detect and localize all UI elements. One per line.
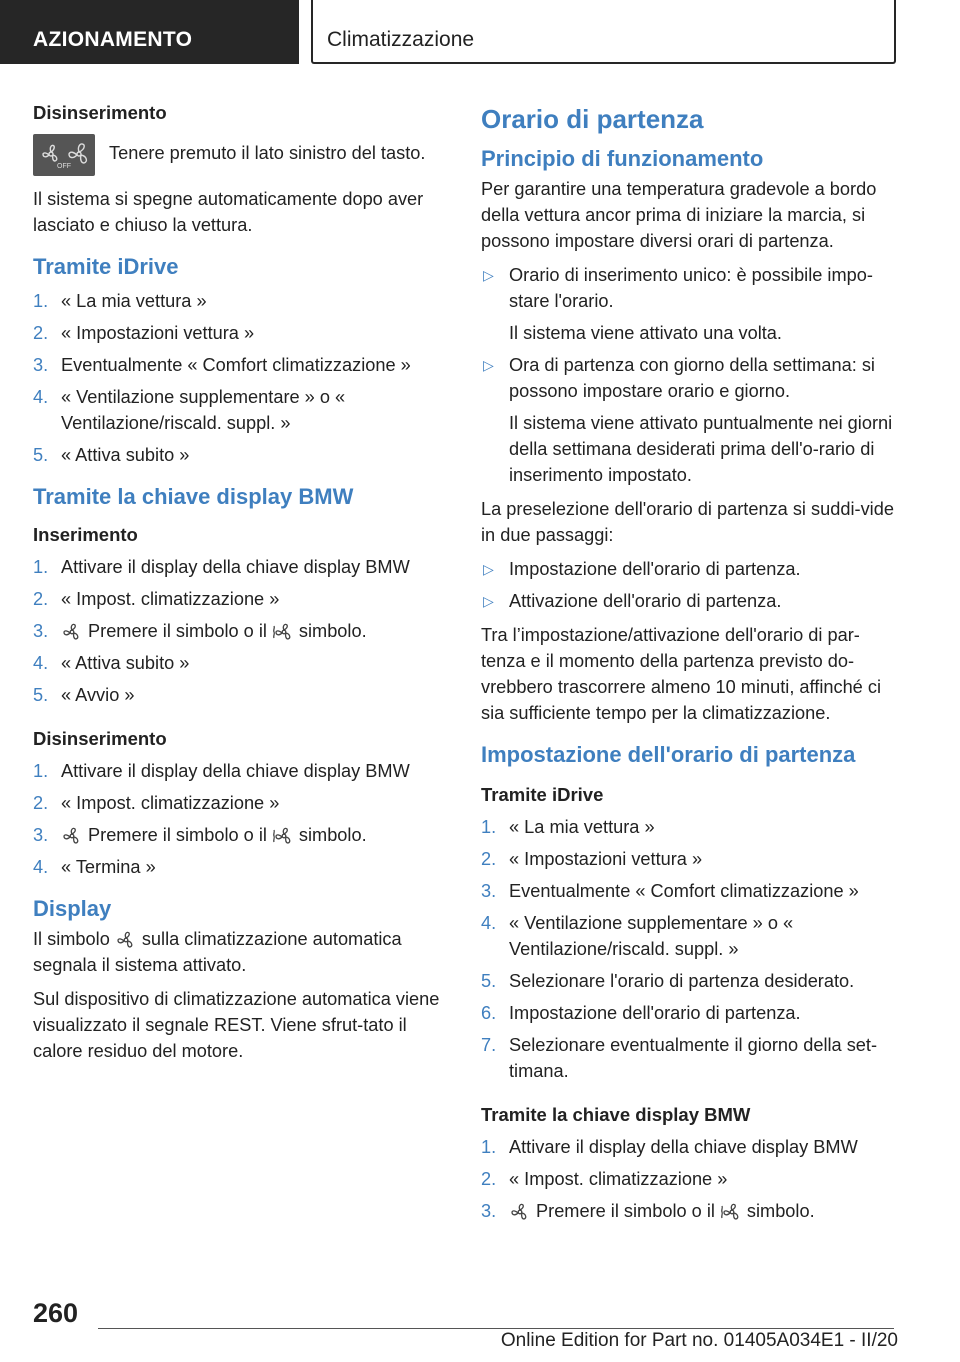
list-item: 4. « Termina » [33, 857, 156, 877]
list-item: 3. Eventualmente « Comfort climatizzazione » [33, 355, 411, 375]
principle-heading: Principio di funzionamento [481, 146, 764, 171]
on-steps [33, 554, 443, 708]
off2-steps [33, 758, 443, 880]
list-item: 2. « Impost. climatizzazione » [33, 793, 280, 813]
fan-icon [509, 1202, 531, 1222]
off2-heading: Disinserimento [33, 728, 167, 749]
fan-icon [61, 622, 83, 642]
display-text: Il simbolo sulla climatizzazione automatica segnala il sistema attivato. [33, 929, 402, 975]
list-item: 3. Premere il simbolo o il simbolo. [33, 825, 367, 845]
list-item: ▷ Attivazione dell'orario di partenza. [483, 591, 782, 611]
idrive-steps [33, 288, 443, 468]
list-item: 3. Eventualmente « Comfort climatizzazione » [481, 881, 859, 901]
fan-heat-icon [272, 826, 294, 846]
list-item: 5. « Avvio » [33, 685, 135, 705]
fan-heat-icon [720, 1202, 742, 1222]
list-item: 1. Attivare il display della chiave display BMW [33, 557, 410, 577]
list-item: ▷ Impostazione dell'orario di partenza. [483, 559, 801, 579]
right-key-steps [481, 1134, 896, 1224]
list-item: 1. Attivare il display della chiave display BMW [33, 761, 410, 781]
key-heading: Tramite la chiave display BMW [33, 484, 354, 509]
list-item: 1. « La mia vettura » [481, 817, 655, 837]
fan-heat-icon [272, 622, 294, 642]
left-column [33, 100, 443, 1072]
list-item: ▷ Orario di inserimento unico: è possibile impo-stare l'orario. Il sistema viene attivato una volta. [483, 265, 873, 343]
departure-title: Orario di partenza [481, 104, 704, 134]
svg-text:OFF: OFF [57, 163, 71, 170]
edition-text: Online Edition for Part no. 01405A034E1 - II/20 [500, 1330, 898, 1351]
list-item: 4. « Ventilazione supplementare » o « Ventilazione/riscald. suppl. » [33, 387, 346, 433]
key-subheading: Tramite la chiave display BMW [481, 1104, 751, 1125]
list-item: ▷ Ora di partenza con giorno della settimana: si possono impostare orario e giorno. Il sistema viene attivato puntualmente nei giorni della settimana desiderati prima dell'o-rario di inserimento impostato. [483, 355, 893, 485]
list-item: 4. « Attiva subito » [33, 653, 190, 673]
list-item: 7. Selezionare eventualmente il giorno della set-timana. [481, 1035, 878, 1081]
fan-icon [115, 930, 137, 950]
principle-text: Per garantire una temperatura gradevole a bordo della vettura ancor prima di iniziare la marcia, si possono impostare diversi orari di partenza. [481, 179, 877, 251]
idrive-subheading: Tramite iDrive [481, 784, 604, 805]
mode-bullets [481, 262, 896, 488]
between-text: Tra l’impostazione/attivazione dell'orario di par-tenza e il momento della partenza previsto do-vrebbero trascorrere almeno 10 minuti, affinché ci sia sufficiente tempo per la climatizzazione. [481, 625, 881, 723]
page-header [0, 0, 960, 66]
list-item: 3. Premere il simbolo o il simbolo. [33, 621, 367, 641]
on-heading: Inserimento [33, 524, 138, 545]
setting-heading: Impostazione dell'orario di partenza [481, 742, 856, 767]
footer-divider [98, 1328, 894, 1329]
list-item: 2. « Impost. climatizzazione » [33, 589, 280, 609]
section-tab: AZIONAMENTO [0, 0, 299, 64]
off-text: Tenere premuto il lato sinistro del tasto. [109, 143, 426, 163]
right-idrive-steps [481, 814, 896, 1084]
idrive-heading: Tramite iDrive [33, 254, 179, 279]
fan-off-icon [33, 134, 95, 176]
auto-off-text: Il sistema si spegne automaticamente dopo aver lasciato e chiuso la vettura. [33, 189, 424, 235]
list-item: 6. Impostazione dell'orario di partenza. [481, 1003, 801, 1023]
display-text-2: Sul dispositivo di climatizzazione automatica viene visualizzato il segnale REST. Viene sfrut-tato il calore residuo del motore. [33, 989, 440, 1061]
off-heading: Disinserimento [33, 102, 167, 123]
list-item: 5. « Attiva subito » [33, 445, 190, 465]
list-item: 1. Attivare il display della chiave display BMW [481, 1137, 858, 1157]
display-heading: Display [33, 896, 112, 921]
list-item: 2. « Impostazioni vettura » [481, 849, 703, 869]
phase-bullets [481, 556, 896, 614]
list-item: 5. Selezionare l'orario di partenza desiderato. [481, 971, 855, 991]
fan-icon [61, 826, 83, 846]
chapter-title: Climatizzazione [311, 0, 896, 64]
fan-off-button-image [33, 134, 95, 176]
list-item: 1. « La mia vettura » [33, 291, 207, 311]
preselect-text: La preselezione dell'orario di partenza si suddi-vide in due passaggi: [481, 499, 894, 545]
list-item: 3. Premere il simbolo o il simbolo. [481, 1201, 815, 1221]
page-number: 260 [33, 1298, 79, 1328]
list-item: 2. « Impostazioni vettura » [33, 323, 255, 343]
list-item: 2. « Impost. climatizzazione » [481, 1169, 728, 1189]
right-column [481, 100, 896, 1232]
list-item: 4. « Ventilazione supplementare » o « Ventilazione/riscald. suppl. » [481, 913, 794, 959]
